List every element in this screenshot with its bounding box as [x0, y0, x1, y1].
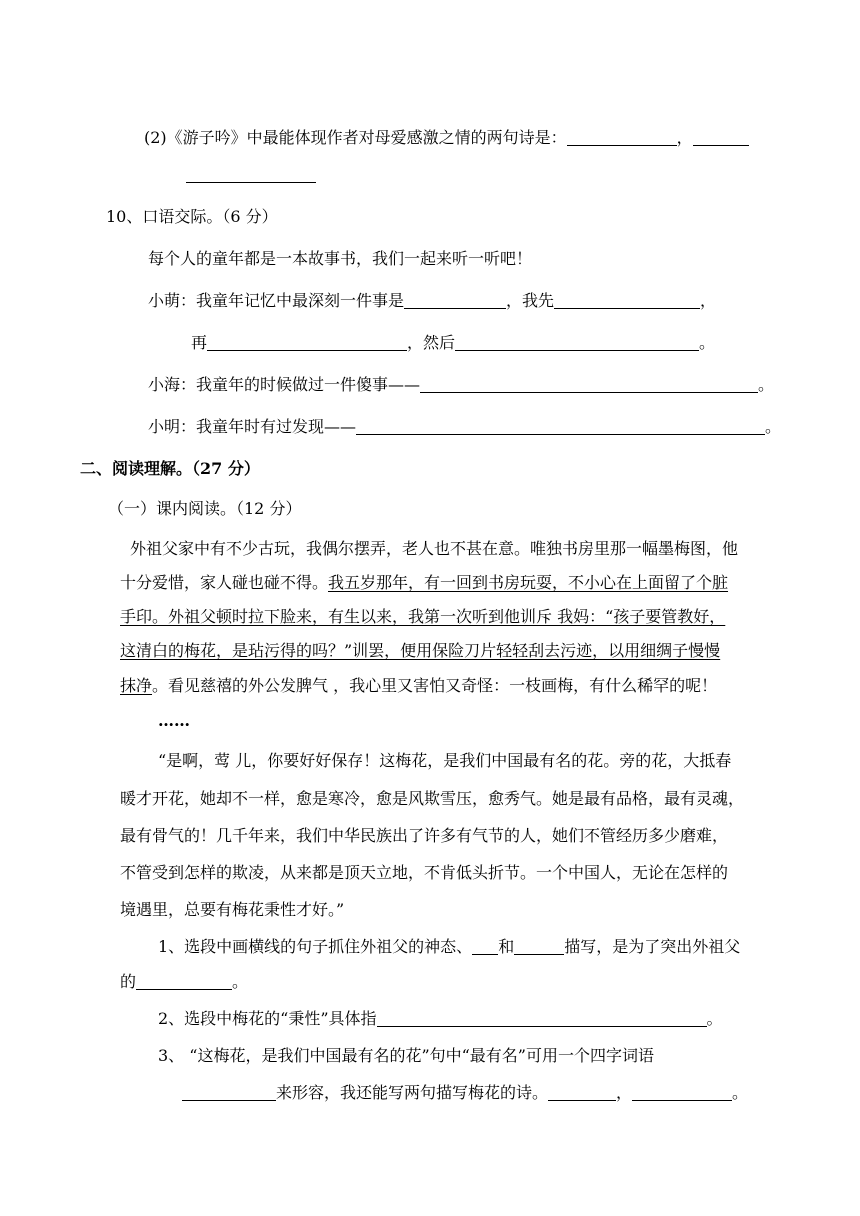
q10-xiaomeng-line-2	[191, 332, 715, 354]
passage-1-line-1: 外祖父家中有不少古玩，我偶尔摆弄，老人也不甚在意。唯独书房里那一幅墨梅图，他	[130, 539, 739, 558]
q10-intro: 每个人的童年都是一本故事书，我们一起来听一听吧！	[148, 249, 533, 268]
passage-2-line-2: 暖才开花，她却不一样，愈是寒冷，愈是风欺雪压，愈秀气。她是最有品格，最有灵魂，	[120, 789, 745, 808]
underlined-sentence-part-4: 抹净	[120, 676, 153, 695]
passage-2-line-1: “是啊，莺 儿，你要好好保存！这梅花，是我们中国最有名的花。旁的花，大抵春	[158, 751, 732, 770]
reading-q3-blank-1[interactable]	[182, 1082, 276, 1101]
underlined-sentence-part-3: 这清白的梅花，是玷污得的吗？”训罢，便用保险刀片轻轻刮去污迹，以用细绸子慢慢	[120, 641, 721, 660]
xiaohai-blank[interactable]	[420, 374, 758, 393]
reading-q2-end: 。	[706, 1009, 723, 1028]
reading-q3-blank-2[interactable]	[548, 1082, 616, 1101]
reading-q3-end: 。	[732, 1083, 749, 1102]
xiaomeng-blank-2[interactable]	[554, 290, 700, 309]
section-2-sub-1: （一）课内阅读。（12 分）	[108, 499, 302, 518]
reading-q1-text-e: 。	[232, 972, 249, 991]
q10-title: 10、口语交际。（6 分）	[106, 207, 278, 226]
reading-q3-line: 3、 “这梅花，是我们中国最有名的花”句中“最有名”可用一个四字词语	[158, 1046, 654, 1065]
reading-q1-blank-2[interactable]	[514, 936, 564, 955]
zai-text: 再	[191, 333, 208, 352]
reading-q3-text-b: 来形容，我还能写两句描写梅花的诗。	[276, 1083, 549, 1102]
reading-q1-line	[158, 936, 740, 958]
q10-xiaohai-line	[148, 374, 774, 396]
xiaomeng-blank-1[interactable]	[404, 290, 506, 309]
passage-2-line-3: 最有骨气的！几千年来，我们中华民族出了许多有气节的人，她们不管经历多少磨难，	[120, 826, 729, 845]
end-2: 。	[758, 375, 775, 394]
reading-q1-text-d: 的	[120, 972, 137, 991]
passage-2-line-5: 境遇里，总要有梅花秉性才好。”	[120, 900, 345, 919]
q9-2-comma: ，	[676, 128, 693, 147]
xiaoming-text: 小明：我童年时有过发现——	[148, 417, 357, 436]
xiaomeng-text-c: ，	[700, 291, 717, 310]
reading-q1-blank-3[interactable]	[136, 971, 232, 990]
ranhou-blank[interactable]	[455, 332, 699, 351]
xiaomeng-text-b: ，我先	[506, 291, 555, 310]
reading-q3-line-2	[182, 1082, 748, 1104]
passage-1-line-5	[120, 675, 717, 697]
passage-1-line-5-b: 。看见慈禧的外公发脾气 ，我心里又害怕又奇怪：一枝画梅，有什么稀罕的呢！	[152, 676, 718, 695]
reading-q1-line-2	[120, 971, 248, 993]
end-1: 。	[699, 333, 716, 352]
reading-q1-text-b: 和	[498, 937, 515, 956]
reading-q3-comma: ，	[616, 1083, 633, 1102]
xiaoming-blank[interactable]	[356, 416, 765, 435]
xiaohai-text: 小海：我童年的时候做过一件傻事——	[148, 375, 421, 394]
reading-q2-text: 2、选段中梅花的“秉性”具体指	[158, 1009, 377, 1028]
section-2-title: 二、阅读理解。（27 分）	[80, 459, 260, 478]
ranhou-text: ，然后	[407, 333, 456, 352]
q10-xiaomeng-line	[148, 290, 716, 312]
passage-1-line-2-a: 十分爱惜，家人碰也碰不得。	[120, 573, 329, 592]
underlined-sentence-part-2: 手印。外祖父顿时拉下脸来，有生以来，我第一次听到他训斥 我妈：“孩子要管教好，	[120, 607, 726, 626]
reading-q1-blank-1[interactable]	[472, 936, 498, 955]
q9-2-blank-1[interactable]	[567, 127, 677, 146]
reading-q2-blank[interactable]	[377, 1008, 707, 1027]
passage-1-line-2	[120, 572, 728, 594]
q9-2-text: (2)《游子吟》中最能体现作者对母爱感激之情的两句诗是：	[144, 128, 567, 147]
q10-xiaoming-line	[148, 416, 781, 438]
q9-2-blank-2[interactable]	[693, 127, 749, 146]
reading-q1-text-c: 描写，是为了突出外祖父	[564, 937, 741, 956]
underlined-sentence-part-1: 我五岁那年，有一回到书房玩耍，不小心在上面留了个脏	[328, 573, 729, 592]
q9-2-blank-3[interactable]	[186, 164, 316, 183]
reading-q2-line	[158, 1008, 723, 1030]
reading-q1-text-a: 1、选段中画横线的句子抓住外祖父的神态、	[158, 937, 473, 956]
zai-blank[interactable]	[207, 332, 407, 351]
q9-2-line	[144, 127, 749, 149]
q9-2-line-2	[186, 164, 316, 186]
passage-2-line-4: 不管受到怎样的欺凌，从来都是顶天立地，不肯低头折节。一个中国人，无论在怎样的	[120, 863, 729, 882]
end-3: 。	[765, 417, 782, 436]
ellipsis: ……	[158, 711, 190, 730]
xiaomeng-text-a: 小萌：我童年记忆中最深刻一件事是	[148, 291, 405, 310]
reading-q3-blank-3[interactable]	[632, 1082, 732, 1101]
